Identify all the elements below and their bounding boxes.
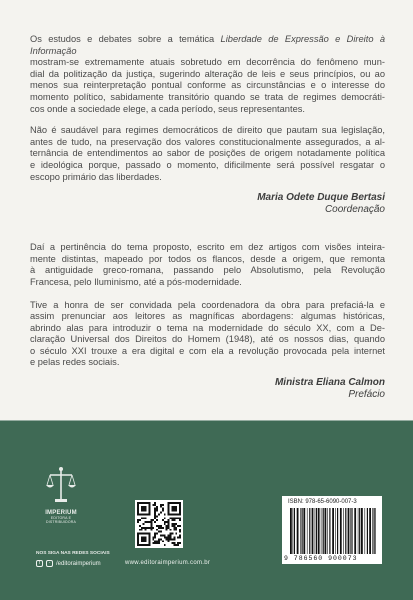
paragraph-4 bbox=[30, 300, 385, 370]
social-handle[interactable]: /editoraimperium bbox=[56, 560, 101, 567]
text-line: mente distintas, mapeado por todos os flancos, desde a origem, que remonta bbox=[30, 253, 385, 264]
instagram-icon[interactable]: ◦ bbox=[46, 560, 53, 567]
qr-code[interactable] bbox=[135, 500, 183, 548]
signature-coordinator bbox=[30, 192, 385, 216]
coordinator-role: Coordenação bbox=[324, 204, 385, 216]
logo-subtitle: EDITORA E DISTRIBUIDORA bbox=[45, 516, 77, 524]
text-line: o século XXI trouxe a era digital e com ela a revolução provocada pela internet bbox=[30, 345, 385, 356]
signature-preface bbox=[30, 377, 385, 401]
isbn-barcode bbox=[282, 496, 382, 564]
text-line: Não é saudável para regimes democráticos de direito que pautam sua legislação, bbox=[30, 125, 385, 136]
website-link[interactable]: www.editoraimperium.com.br bbox=[125, 560, 211, 566]
text-line: escopo primário das liberdades. bbox=[30, 171, 162, 182]
text-line: momento político, sabidamente transitório quando se trata de regimes democráti- bbox=[30, 91, 385, 102]
paragraph-1 bbox=[30, 34, 385, 115]
text-line: dial da politização da justiça, sugerindo alteração de leis e seus princípios, ou ao bbox=[30, 68, 385, 79]
social-label: NOS SIGA NAS REDES SOCIAIS bbox=[36, 551, 110, 556]
text-line: ternância de entendimentos ao sabor de posições de origem notadamente política bbox=[30, 148, 385, 159]
text-line bbox=[30, 34, 385, 57]
book-title-italic: Liberdade de Expressão e Direito à Informação bbox=[30, 34, 385, 56]
text-line: claração Universal dos Direitos do Homem (1948), até os nossos dias, quando bbox=[30, 334, 385, 345]
text-line: assim prenunciar aos leitores as magníficas abordagens: algumas históricas, bbox=[30, 311, 385, 322]
isbn-label: ISBN: 978-65-6090-007-3 bbox=[288, 499, 357, 505]
paragraph-3 bbox=[30, 242, 385, 288]
paragraph-2 bbox=[30, 125, 385, 183]
preface-author-name: Ministra Eliana Calmon bbox=[274, 377, 385, 389]
text-line: Daí a pertinência do tema proposto, escrito em dez artigos com visões inteira- bbox=[30, 242, 385, 253]
barcode-bars bbox=[290, 508, 376, 554]
scales-of-justice-icon bbox=[46, 465, 76, 505]
logo-wordmark: IMPERIUM bbox=[45, 510, 77, 516]
barcode-digits: 9 786560 900073 bbox=[284, 555, 358, 562]
text-line: Tive a honra de ser convidada pela coordenadora da obra para prefaciá-la e bbox=[30, 299, 385, 310]
text-line: mostram-se extremamente atuais sobretudo em decorrência do fenômeno mun- bbox=[30, 57, 385, 68]
text-fragment: Os estudos e debates sobre a temática bbox=[30, 34, 221, 44]
publisher-logo bbox=[36, 465, 86, 535]
blurb-area bbox=[30, 34, 385, 401]
coordinator-name: Maria Odete Duque Bertasi bbox=[257, 192, 385, 204]
band-divider bbox=[0, 420, 413, 421]
text-line: Francesa, pelo Iluminismo, até a pós-modernidade. bbox=[30, 276, 242, 287]
text-line: cos onde a sociedade elege, a cada período, seus representantes. bbox=[30, 103, 305, 114]
text-line: abrindo alas para introduzir o tema na modernidade do século XX, com a De- bbox=[30, 322, 385, 333]
preface-role: Prefácio bbox=[348, 389, 385, 401]
text-line: e pelas redes sociais. bbox=[30, 357, 120, 368]
text-line: antes de tudo, na preservação dos valores constitucionalmente assegurados, a al- bbox=[30, 136, 385, 147]
text-line: menos sua reinterpretação pontual conforme as circunstâncias e o interesse do bbox=[30, 80, 385, 91]
social-links[interactable] bbox=[36, 560, 101, 567]
text-line: e ideológica porque, passado o momento, dificilmente será possível resgatar o bbox=[30, 159, 385, 170]
text-line: à antiguidade greco-romana, passando pelo Absolutismo, pela Revolução bbox=[30, 265, 385, 276]
facebook-icon[interactable]: f bbox=[36, 560, 43, 567]
